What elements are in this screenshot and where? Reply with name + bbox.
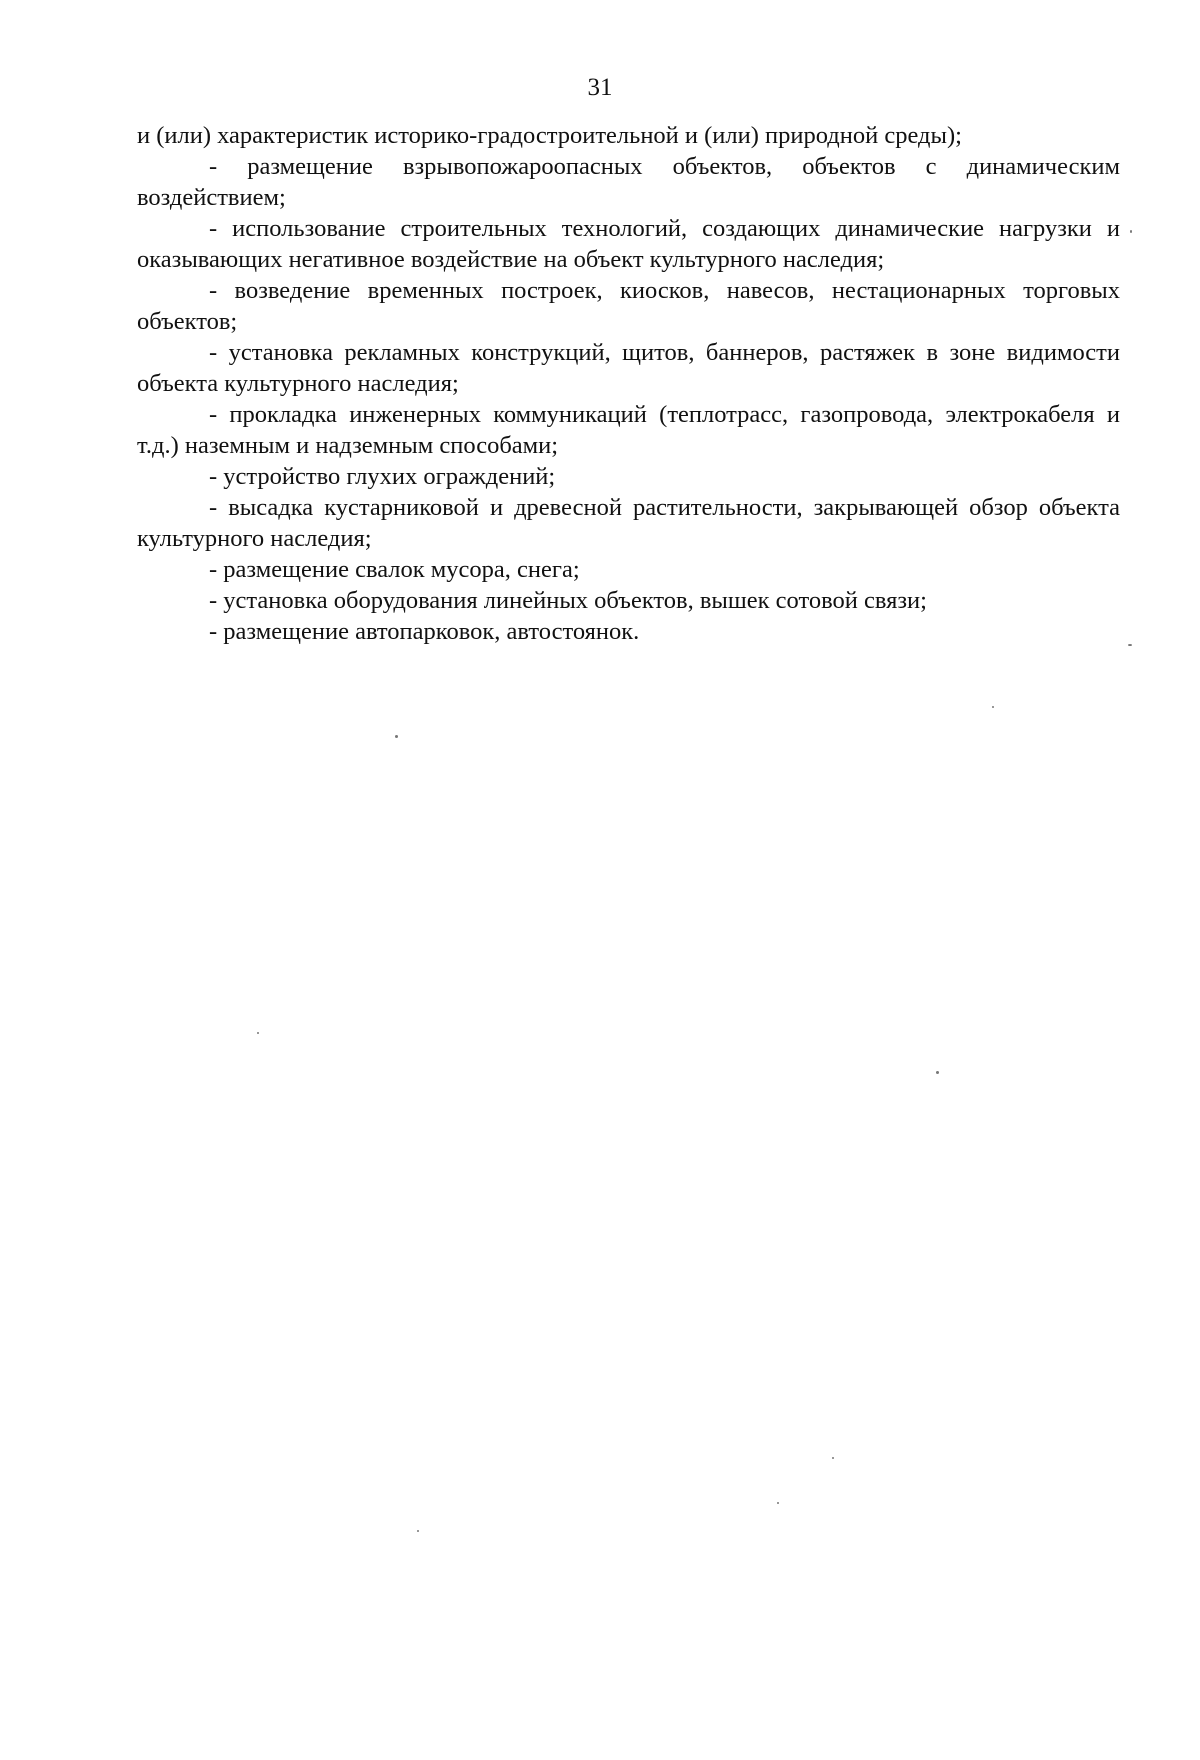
list-item: - размещение автопарковок, автостоянок. <box>209 618 640 645</box>
scan-speck <box>1130 230 1132 233</box>
paragraph: и (или) характеристик историко-градостроительной и (или) природной среды); <box>137 122 962 149</box>
scan-speck <box>395 735 398 738</box>
list-item: - использование строительных технологий, создающих динамические нагрузки и оказывающих негативное воздействие на объект культурного наследия; <box>137 215 1120 273</box>
scan-speck <box>417 1530 419 1532</box>
document-body <box>137 120 1120 647</box>
list-item: - устройство глухих ограждений; <box>209 463 556 490</box>
list-item: - прокладка инженерных коммуникаций (теплотрасс, газопровода, электрокабеля и т.д.) наземным и надземным способами; <box>137 401 1120 459</box>
scan-speck <box>992 706 994 708</box>
scan-speck <box>832 1457 834 1459</box>
list-item: - размещение взрывопожароопасных объектов, объектов с динамическим воздействием; <box>137 153 1120 211</box>
scan-speck <box>777 1502 779 1504</box>
list-item: - размещение свалок мусора, снега; <box>209 556 580 583</box>
scan-speck <box>1128 644 1132 646</box>
scan-speck <box>936 1071 939 1074</box>
list-item: - установка рекламных конструкций, щитов, баннеров, растяжек в зоне видимости объекта культурного наследия; <box>137 339 1120 397</box>
list-item: - установка оборудования линейных объектов, вышек сотовой связи; <box>209 587 927 614</box>
list-item: - возведение временных построек, киосков, навесов, нестационарных торговых объектов; <box>137 277 1120 335</box>
list-item: - высадка кустарниковой и древесной растительности, закрывающей обзор объекта культурного наследия; <box>137 494 1120 552</box>
page-number: 31 <box>587 74 613 101</box>
scan-speck <box>257 1032 259 1034</box>
